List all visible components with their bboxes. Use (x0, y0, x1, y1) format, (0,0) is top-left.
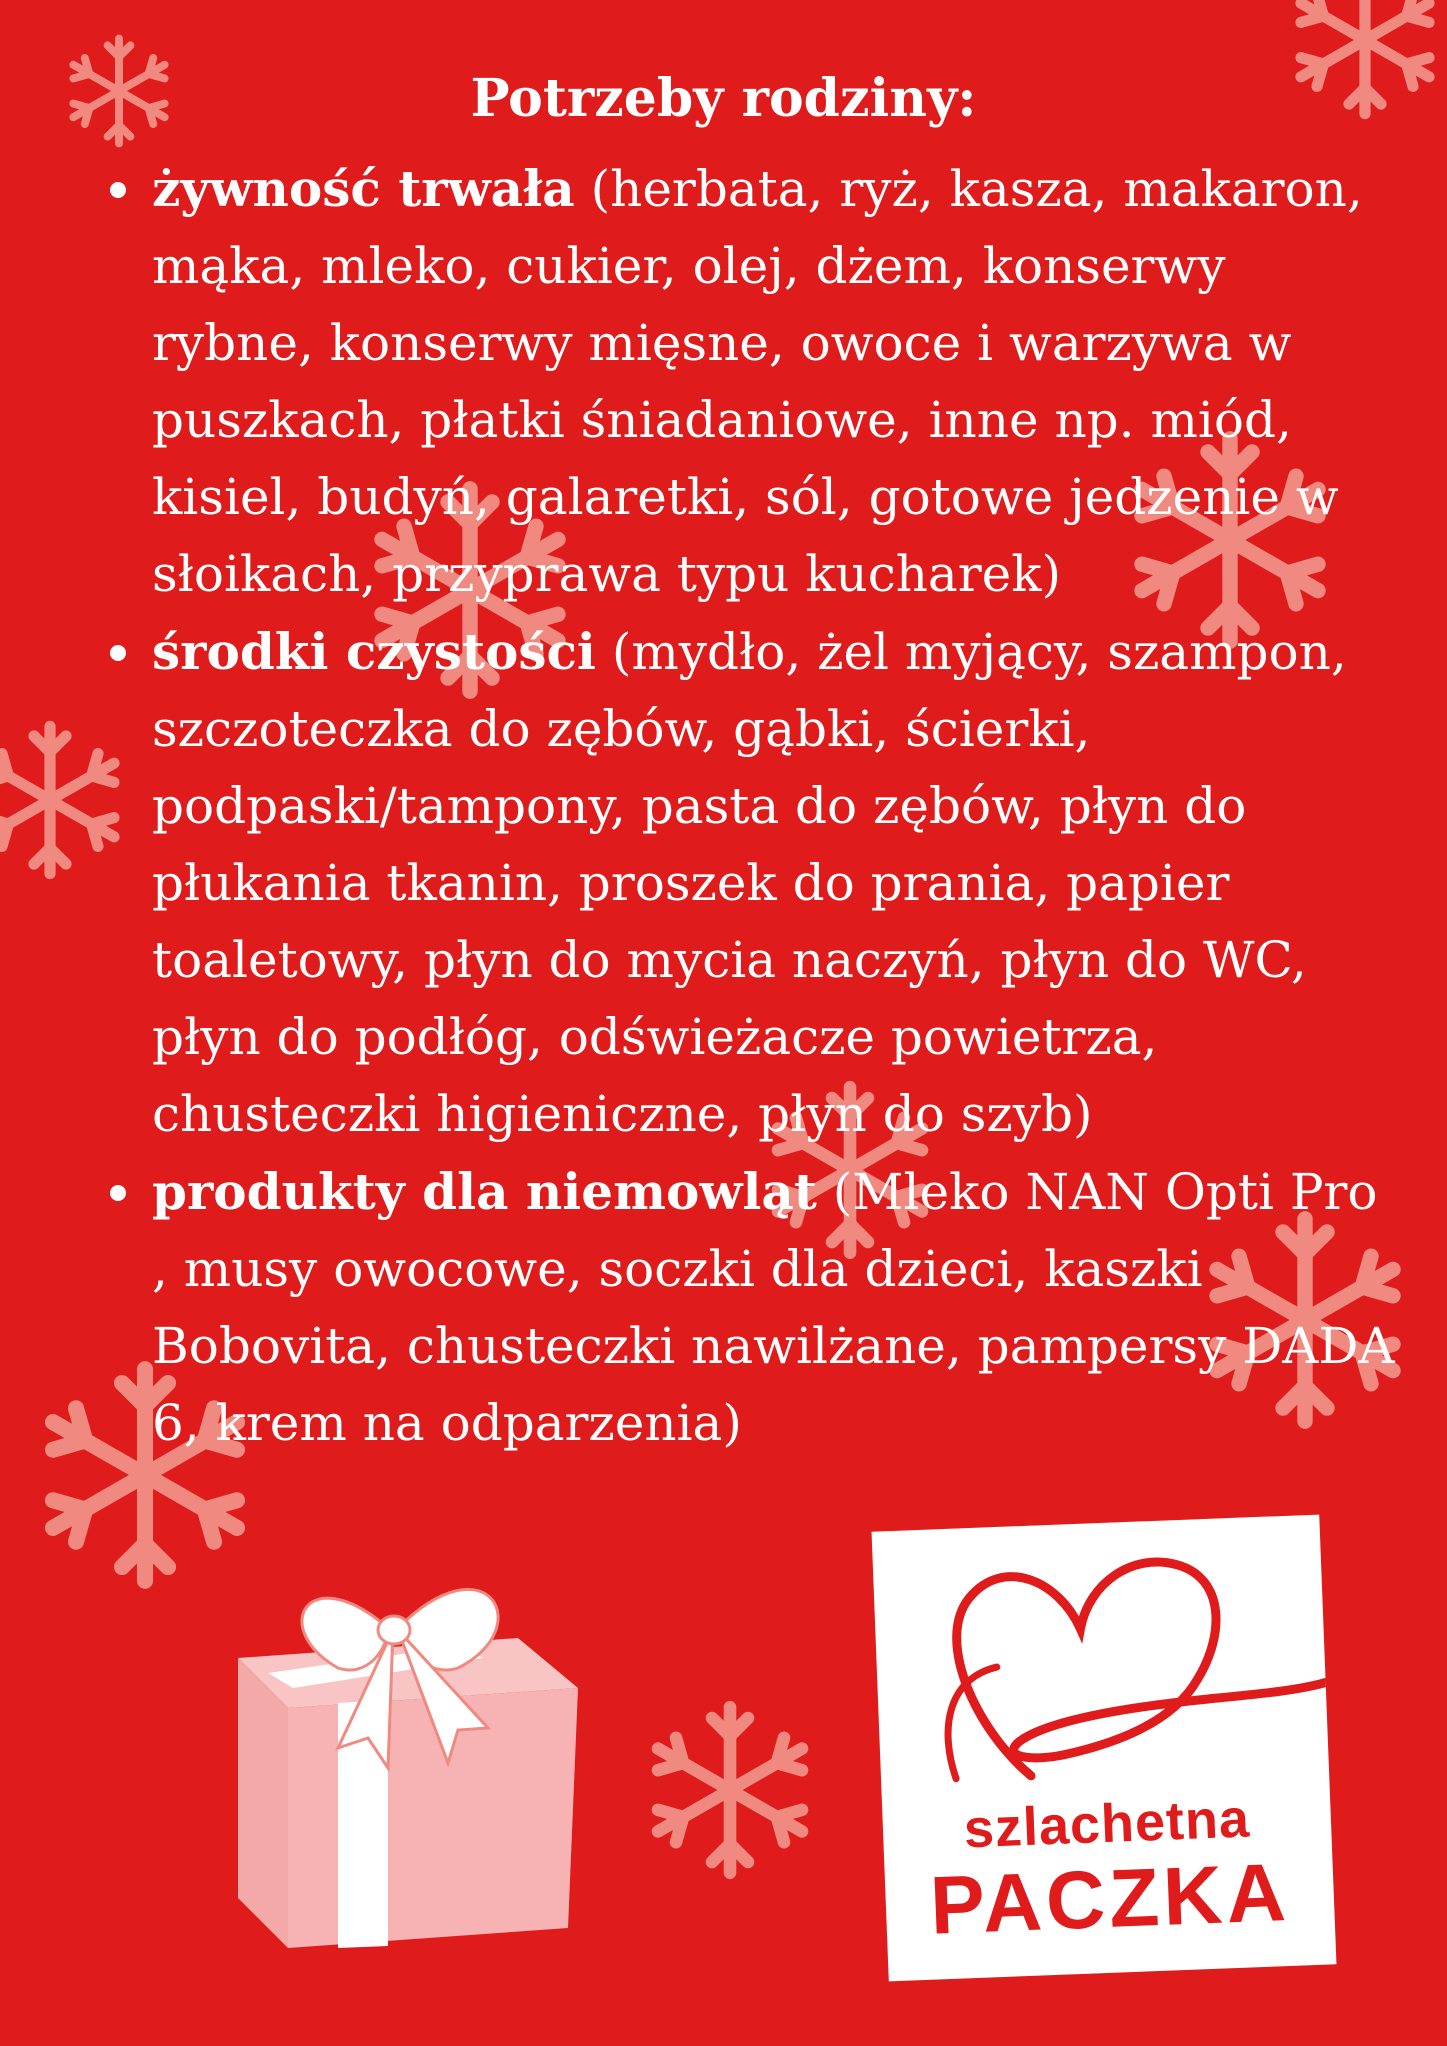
need-heading: żywność trwała (152, 159, 575, 218)
need-details: (herbata, ryż, kasza, makaron, mąka, mleko, cukier, olej, dżem, konserwy rybne, konserwy mięsne, owoce i warzywa w puszkach, płatki śniadaniowe, inne np. miód, kisiel, budyń, galaretki, sól, gotowe jedzenie w słoikach, przyprawa typu kucharek) (152, 160, 1363, 603)
needs-list (152, 150, 1402, 1462)
logo-text-szlachetna: szlachetna (962, 1788, 1252, 1860)
needs-section (0, 68, 1447, 1452)
need-details: (Mleko NAN Opti Pro , musy owocowe, soczki dla dzieci, kaszki Bobovita, chusteczki nawilżane, pampersy DADA 6, krem na odparzenia) (152, 1163, 1395, 1452)
list-item (152, 150, 1402, 613)
need-details: (mydło, żel myjący, szampon, szczoteczka do zębów, gąbki, ścierki, podpaski/tampony, pasta do zębów, płyn do płukania tkanin, proszek do prania, papier toaletowy, płyn do mycia naczyń, płyn do WC, płyn do podłóg, odświeżacze powietrza, chusteczki higieniczne, płyn do szyb) (152, 623, 1347, 1143)
snowflake-icon (0, 700, 130, 900)
list-item (152, 1153, 1402, 1462)
need-heading: środki czystości (152, 622, 596, 681)
gift-box-icon (228, 1518, 588, 1958)
snowflake-icon (640, 1700, 820, 1880)
need-heading: produkty dla niemowląt (152, 1162, 817, 1221)
szlachetna-paczka-logo (872, 1515, 1337, 1982)
logo-text-paczka: PACZKA (928, 1847, 1292, 1952)
page-title: Potrzeby rodziny: (470, 68, 977, 129)
list-item (152, 613, 1402, 1153)
heart-icon (872, 1515, 1330, 1802)
